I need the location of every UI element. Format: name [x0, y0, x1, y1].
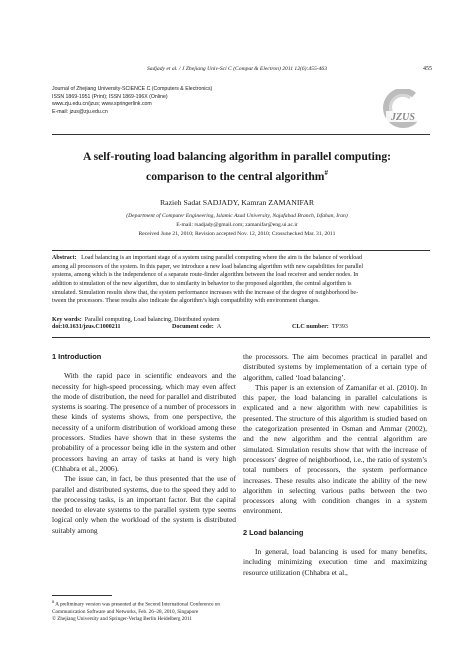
title-line-2: comparison to the central algorithm [146, 169, 325, 183]
abstract-bottom-rule [52, 337, 430, 338]
footnote-mark: # [52, 599, 55, 604]
copyright: © Zhejiang University and Springer-Verlag Berlin Heidelberg 2011 [52, 616, 192, 623]
abstract-line: systems, among which is the independence of a separate route-finder algorithm between the load receiver and sender nodes. In [52, 272, 359, 279]
footnote-text: A preliminary version was presented at the Second International Conference on Communication Software and Networks, Feb. 26–28, 2010, Singapore [52, 601, 220, 615]
document-code-label: Document code: [172, 324, 214, 330]
abstract-label: Abstract: [52, 255, 77, 261]
affiliation-block [40, 212, 434, 240]
abstract-top-rule [52, 250, 430, 251]
footnote-rule [52, 595, 112, 596]
paper-title [40, 148, 434, 185]
journal-info [52, 86, 212, 116]
abstract [52, 254, 430, 306]
abstract-line: simulated. Simulation results show that, the system performance increases with the increase of the degree of neighborhood be- [52, 289, 359, 296]
received-dates: Received June 21, 2010; Revision accepted Nov. 12, 2010; Crosschecked Mar. 31, 2011 [138, 231, 336, 238]
page-number: 455 [423, 66, 432, 72]
clc-number: TP393 [331, 324, 348, 330]
keywords-text: Parallel computing, Load balancing, Distributed system [84, 317, 220, 323]
journal-name: Journal of Zhejiang University-SCIENCE C (Computers & Electronics) [52, 86, 213, 92]
title-line-1: A self-routing load balancing algorithm in parallel computing: [82, 150, 391, 163]
keywords-label: Key words: [52, 317, 82, 323]
clc-label: CLC number: [292, 324, 329, 330]
article-meta [52, 324, 430, 333]
left-column [52, 352, 236, 536]
title-footnote-mark: # [324, 169, 328, 177]
header-rule [52, 134, 430, 135]
abstract-line: among all processors of the system. In this paper, we introduce a new load balancing algorithm with new capabilities for parallel [52, 263, 364, 270]
body-paragraph: the processors. The aim becomes practical in parallel and distributed systems by implementation of a certain type of algorithm, called ‘load balancing’. [243, 352, 427, 382]
footnote-block [52, 598, 236, 623]
section-heading-introduction: 1 Introduction [52, 352, 102, 361]
logo-text: JZUS [391, 112, 415, 123]
abstract-line: addition to simulation of the new algorithm, due to similarity in behavior to the proposed algorithm, the central algorithm is [52, 280, 352, 287]
running-head: Sadjady et al. / J Zhejiang Univ-Sci C (Comput & Electron) 2011 12(6):455-463 [146, 66, 328, 72]
abstract-line: Load balancing is an important stage of a system using parallel computing where the aim is the balance of workload [81, 255, 362, 261]
authors: Razieh Sadat SADJADY, Kamran ZAMANIFAR [159, 198, 315, 207]
jzus-logo [380, 89, 422, 129]
doi: doi:10.1631/jzus.C1000211 [52, 324, 121, 330]
body-paragraph: With the rapid pace in scientific endeavors and the necessity for high-speed processing, which may even affect the mode of distribution, the need for parallel and distributed systems is soaring. The presence of a number of processors in these kinds of systems shows, from one perspective, the necessity of a uniform distribution of workload among these processors. Studies have shown that in these systems the probability of a processor being idle in the system and other processors having an array of tasks at hand is very high (Chhabra et al., 2006). [52, 371, 236, 473]
journal-issn: ISSN 1869-1951 (Print); ISSN 1869-196X (Online) [52, 93, 168, 100]
journal-email: E-mail: jzus@zju.edu.cn [52, 108, 108, 115]
right-column [243, 352, 427, 578]
document-code: A [216, 324, 222, 330]
section-heading-load-balancing: 2 Load balancing [243, 527, 304, 537]
journal-website: www.zju.edu.cn/jzus; www.springerlink.com [52, 101, 152, 108]
abstract-line: tween the processors. These results also indicate the algorithm’s high compatibility with environment changes. [52, 298, 320, 305]
body-paragraph: In general, load balancing is used for many benefits, including minimizing execution time and maximizing resource utilization (Chhabra et al., [243, 547, 427, 577]
body-paragraph: This paper is an extension of Zamanifar et al. (2010). In this paper, the load balancing in parallel calculations is explicated and a new algorithm with new capabilities is presented. The structure of this algorithm is studied based on the categorization presented in Osman and Ammar (2002), and the new algorithm and the central algorithm are simulated. Simulation results show that with the increase of processors’ degree of neighborhood, i.e., the ratio of system’s total numbers of processors, the system performance increases. These results also indicate the ability of the new algorithm in selecting various paths between the two processors along with condition changes in a system environment. [243, 382, 427, 516]
author-emails: E-mail: rsadjady@gmail.com; zamanifar@eng.ui.ac.ir [176, 222, 298, 229]
affiliation: (Department of Computer Engineering, Islamic Azad University, Najafabad Branch, Isfahan, Iran) [126, 213, 348, 219]
body-paragraph: The issue can, in fact, be thus presented that the use of parallel and distributed systems, due to the speed they add to the processing tasks, is an important factor. But the capital needed to elevate systems to the parallel system type seems logical only when the workload of the system is distributed suitably among [52, 474, 236, 535]
